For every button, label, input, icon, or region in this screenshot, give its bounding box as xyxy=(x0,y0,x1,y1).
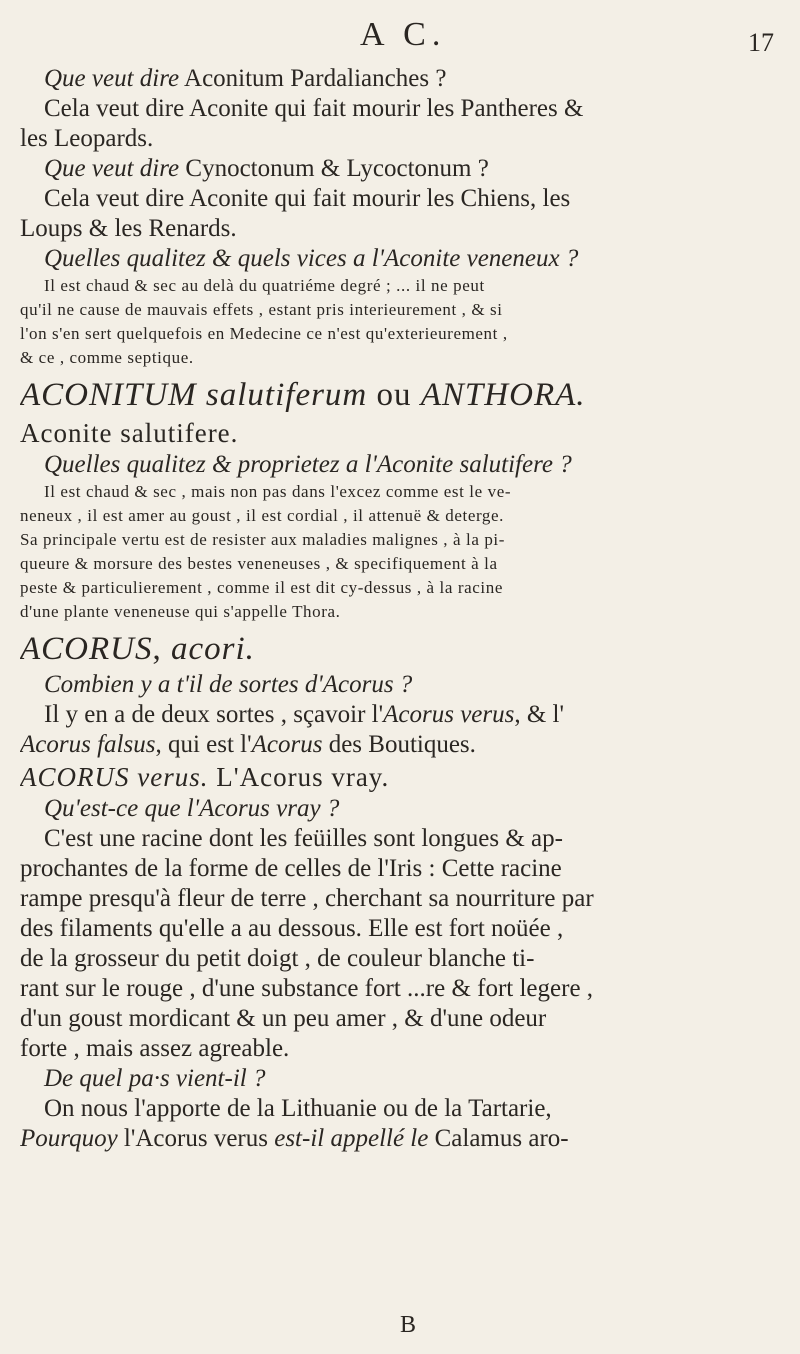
text-segment: C'est une racine dont les feüilles sont longues & ap- xyxy=(44,825,563,852)
text-segment: neneux , il est amer au goust , il est cordial , il attenuë & deterge. xyxy=(20,506,505,525)
text-line xyxy=(20,298,782,322)
italic-segment: ANTHORA. xyxy=(420,377,586,413)
text-segment: les Leopards. xyxy=(20,125,154,152)
text-line xyxy=(20,576,782,600)
text-segment: Cela veut dire Aconite qui fait mourir les Pantheres & xyxy=(44,95,584,122)
text-segment: des filaments qu'elle a au dessous. Elle est fort noüée , xyxy=(20,915,564,942)
text-line xyxy=(20,504,782,528)
text-line xyxy=(20,1094,782,1124)
text-segment: Aconite salutifere. xyxy=(20,418,239,448)
signature-mark: B xyxy=(400,1312,417,1338)
text-line xyxy=(20,94,782,124)
text-line xyxy=(20,274,782,298)
text-line xyxy=(20,64,782,94)
text-segment: rampe presqu'à fleur de terre , cherchant sa nourriture par xyxy=(20,885,594,912)
text-segment: Calamus aro- xyxy=(428,1125,569,1152)
text-segment: Aconitum Pardalianches ? xyxy=(179,65,447,92)
text-segment: l'Acorus verus xyxy=(117,1125,275,1152)
text-segment: , qui est l' xyxy=(155,731,252,758)
text-line xyxy=(20,124,782,154)
text-segment: d'une plante veneneuse qui s'appelle Thora. xyxy=(20,602,341,621)
italic-segment: Que veut dire xyxy=(44,155,180,182)
text-line xyxy=(20,914,782,944)
text-segment: peste & particulierement , comme il est dit cy-dessus , à la racine xyxy=(20,578,503,597)
text-line xyxy=(20,346,782,370)
text-line xyxy=(20,416,782,450)
text-segment: d'un goust mordicant & un peu amer , & d'une odeur xyxy=(20,1005,547,1032)
text-line xyxy=(20,700,782,730)
text-line xyxy=(20,824,782,854)
text-segment: Il y en a de deux sortes , sçavoir l' xyxy=(44,701,384,728)
italic-segment: ACONITUM salutiferum xyxy=(20,377,368,413)
text-line xyxy=(20,528,782,552)
text-segment: Cela veut dire Aconite qui fait mourir les Chiens, les xyxy=(44,185,571,212)
text-line xyxy=(20,944,782,974)
italic-segment: Acorus xyxy=(251,731,323,758)
text-line xyxy=(20,1124,782,1154)
text-segment: des Boutiques. xyxy=(322,731,476,758)
text-line xyxy=(20,628,782,670)
italic-segment: Combien y a t'il de sortes d'Acorus ? xyxy=(44,671,413,698)
text-segment: Cynoctonum & Lycoctonum ? xyxy=(179,155,489,182)
text-segment: l'on s'en sert quelquefois en Medecine ce n'est qu'exterieurement , xyxy=(20,324,508,343)
text-line xyxy=(20,244,782,274)
text-line xyxy=(20,1004,782,1034)
text-segment: queure & morsure des bestes veneneuses , & specifiquement à la xyxy=(20,554,498,573)
text-segment: On nous l'apporte de la Lithuanie ou de la Tartarie, xyxy=(44,1095,552,1122)
text-line xyxy=(20,214,782,244)
text-segment: de la grosseur du petit doigt , de couleur blanche ti- xyxy=(20,945,535,972)
text-line xyxy=(20,184,782,214)
text-segment: Sa principale vertu est de resister aux maladies malignes , à la pi- xyxy=(20,530,506,549)
italic-segment: Que veut dire xyxy=(44,65,180,92)
page-header xyxy=(0,14,800,57)
italic-segment: Quelles qualitez & proprietez a l'Aconite salutifere ? xyxy=(44,451,572,478)
text-line xyxy=(20,322,782,346)
italic-segment: acori. xyxy=(171,631,255,667)
text-line xyxy=(20,552,782,576)
text-line xyxy=(20,730,782,760)
italic-segment: Pourquoy xyxy=(20,1125,118,1152)
text-segment: Il est chaud & sec au delà du quatriéme degré ; ... il ne peut xyxy=(44,276,485,295)
text-segment: , xyxy=(152,631,171,667)
text-segment: prochantes de la forme de celles de l'Iris : Cette racine xyxy=(20,855,562,882)
text-line xyxy=(20,974,782,1004)
italic-segment: Acorus verus xyxy=(383,701,515,728)
text-line xyxy=(20,1034,782,1064)
text-line xyxy=(20,480,782,504)
text-segment: qu'il ne cause de mauvais effets , estant pris interieurement , & si xyxy=(20,300,503,319)
text-segment: L'Acorus vray. xyxy=(208,762,390,792)
italic-segment: ACORUS verus. xyxy=(20,762,209,792)
text-line xyxy=(20,854,782,884)
italic-segment: Qu'est-ce que l'Acorus vray ? xyxy=(44,795,340,822)
italic-segment: ACORUS xyxy=(20,631,153,667)
text-body xyxy=(20,64,782,1154)
page-number: 17 xyxy=(748,28,774,57)
running-head: A C. xyxy=(360,16,447,53)
text-segment: rant sur le rouge , d'une substance fort ...re & fort legere , xyxy=(20,975,594,1002)
text-line xyxy=(20,154,782,184)
italic-segment: De quel pa·s vient-il ? xyxy=(44,1065,266,1092)
text-line xyxy=(20,600,782,624)
text-line xyxy=(20,794,782,824)
text-line xyxy=(20,450,782,480)
text-line xyxy=(20,374,782,416)
text-segment: forte , mais assez agreable. xyxy=(20,1035,290,1062)
text-segment: Loups & les Renards. xyxy=(20,215,237,242)
text-line xyxy=(20,670,782,700)
text-line xyxy=(20,884,782,914)
text-segment: ou xyxy=(367,377,421,413)
text-segment: Il est chaud & sec , mais non pas dans l'excez comme est le ve- xyxy=(44,482,512,501)
italic-segment: est-il appellé le xyxy=(274,1125,429,1152)
italic-segment: Acorus falsus xyxy=(20,731,156,758)
text-segment: & ce , comme septique. xyxy=(20,348,194,367)
text-segment: , & l' xyxy=(514,701,565,728)
text-line xyxy=(20,1064,782,1094)
text-line xyxy=(20,760,782,794)
italic-segment: Quelles qualitez & quels vices a l'Aconite veneneux ? xyxy=(44,245,579,272)
